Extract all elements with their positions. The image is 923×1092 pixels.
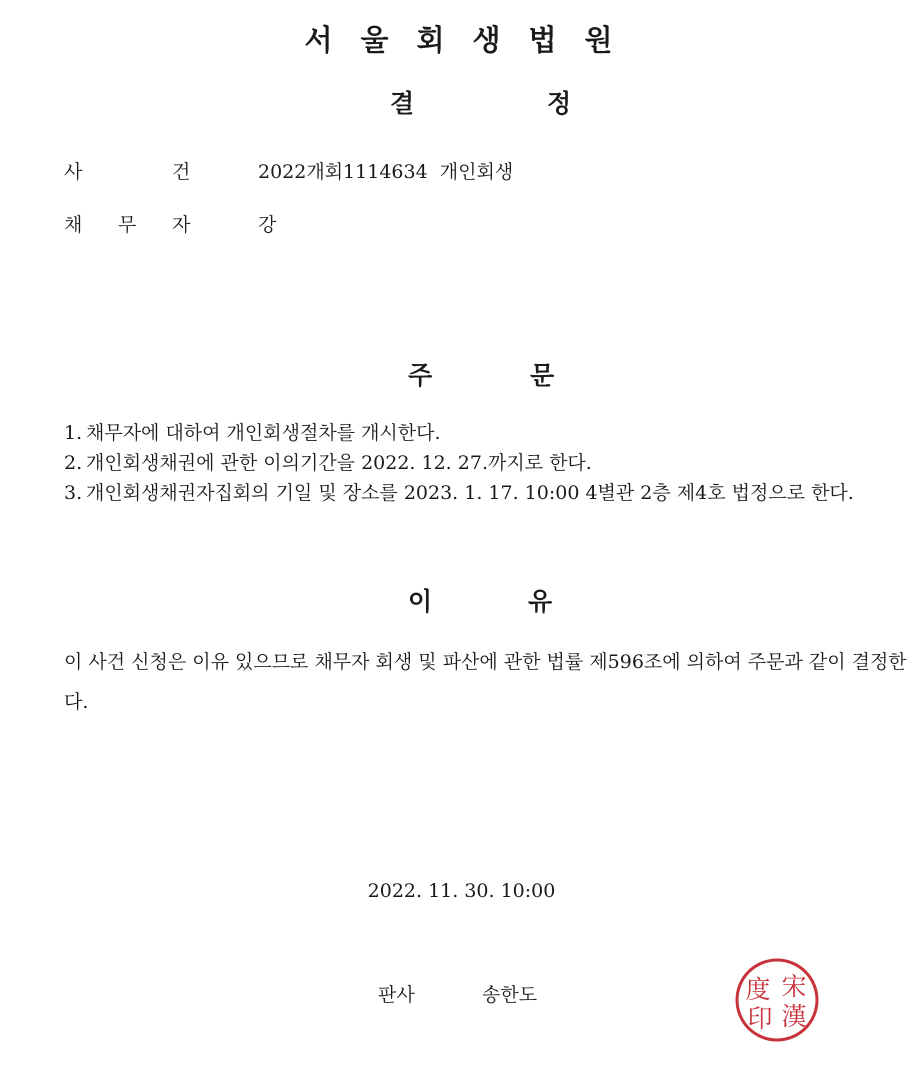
order-item-number: 1. xyxy=(64,422,83,444)
reason-text: 이 사건 신청은 이유 있으므로 채무자 회생 및 파산에 관한 법률 제596조에 의하여 주문과 같이 결정한다. xyxy=(64,651,907,713)
order-item-text: 개인회생채권자집회의 기일 및 장소를 2023. 1. 17. 10:00 4별관 2층 제4호 법정으로 한다. xyxy=(86,482,854,504)
svg-text:宋: 宋 xyxy=(781,972,807,1001)
order-item xyxy=(64,478,914,508)
order-item-number: 3. xyxy=(64,482,83,504)
judge-seal-icon xyxy=(732,955,822,1045)
order-heading-char-2: 문 xyxy=(530,361,555,390)
decision-date: 2022. 11. 30. 10:00 xyxy=(367,880,556,902)
order-item-text: 개인회생채권에 관한 이의기간을 2022. 12. 27.까지로 한다. xyxy=(86,452,592,474)
judge-title: 판사 xyxy=(378,984,415,1006)
svg-text:印: 印 xyxy=(747,1004,773,1033)
case-label-char-2: 건 xyxy=(172,161,191,183)
case-value: 2022개회1114634 개인회생 xyxy=(258,161,514,183)
order-item-number: 2. xyxy=(64,452,83,474)
debtor-label-char-2: 무 xyxy=(118,214,137,236)
order-list xyxy=(64,418,914,508)
order-item-text: 채무자에 대하여 개인회생절차를 개시한다. xyxy=(86,422,441,444)
judge-name: 송한도 xyxy=(482,984,538,1006)
svg-text:度: 度 xyxy=(745,975,771,1004)
svg-text:漢: 漢 xyxy=(781,1002,807,1031)
debtor-label-char-1: 채 xyxy=(64,214,83,236)
court-name: 서울회생법원 xyxy=(304,23,641,57)
reason-heading-char-1: 이 xyxy=(408,587,433,616)
reason-heading-char-2: 유 xyxy=(528,587,553,616)
doc-type-char-2: 정 xyxy=(547,89,572,118)
debtor-value: 강 xyxy=(258,214,277,236)
order-item xyxy=(64,448,914,478)
order-heading-char-1: 주 xyxy=(408,361,433,390)
order-item xyxy=(64,418,914,448)
case-label-char-1: 사 xyxy=(64,161,83,183)
debtor-label-char-3: 자 xyxy=(172,214,191,236)
doc-type-char-1: 결 xyxy=(390,89,415,118)
